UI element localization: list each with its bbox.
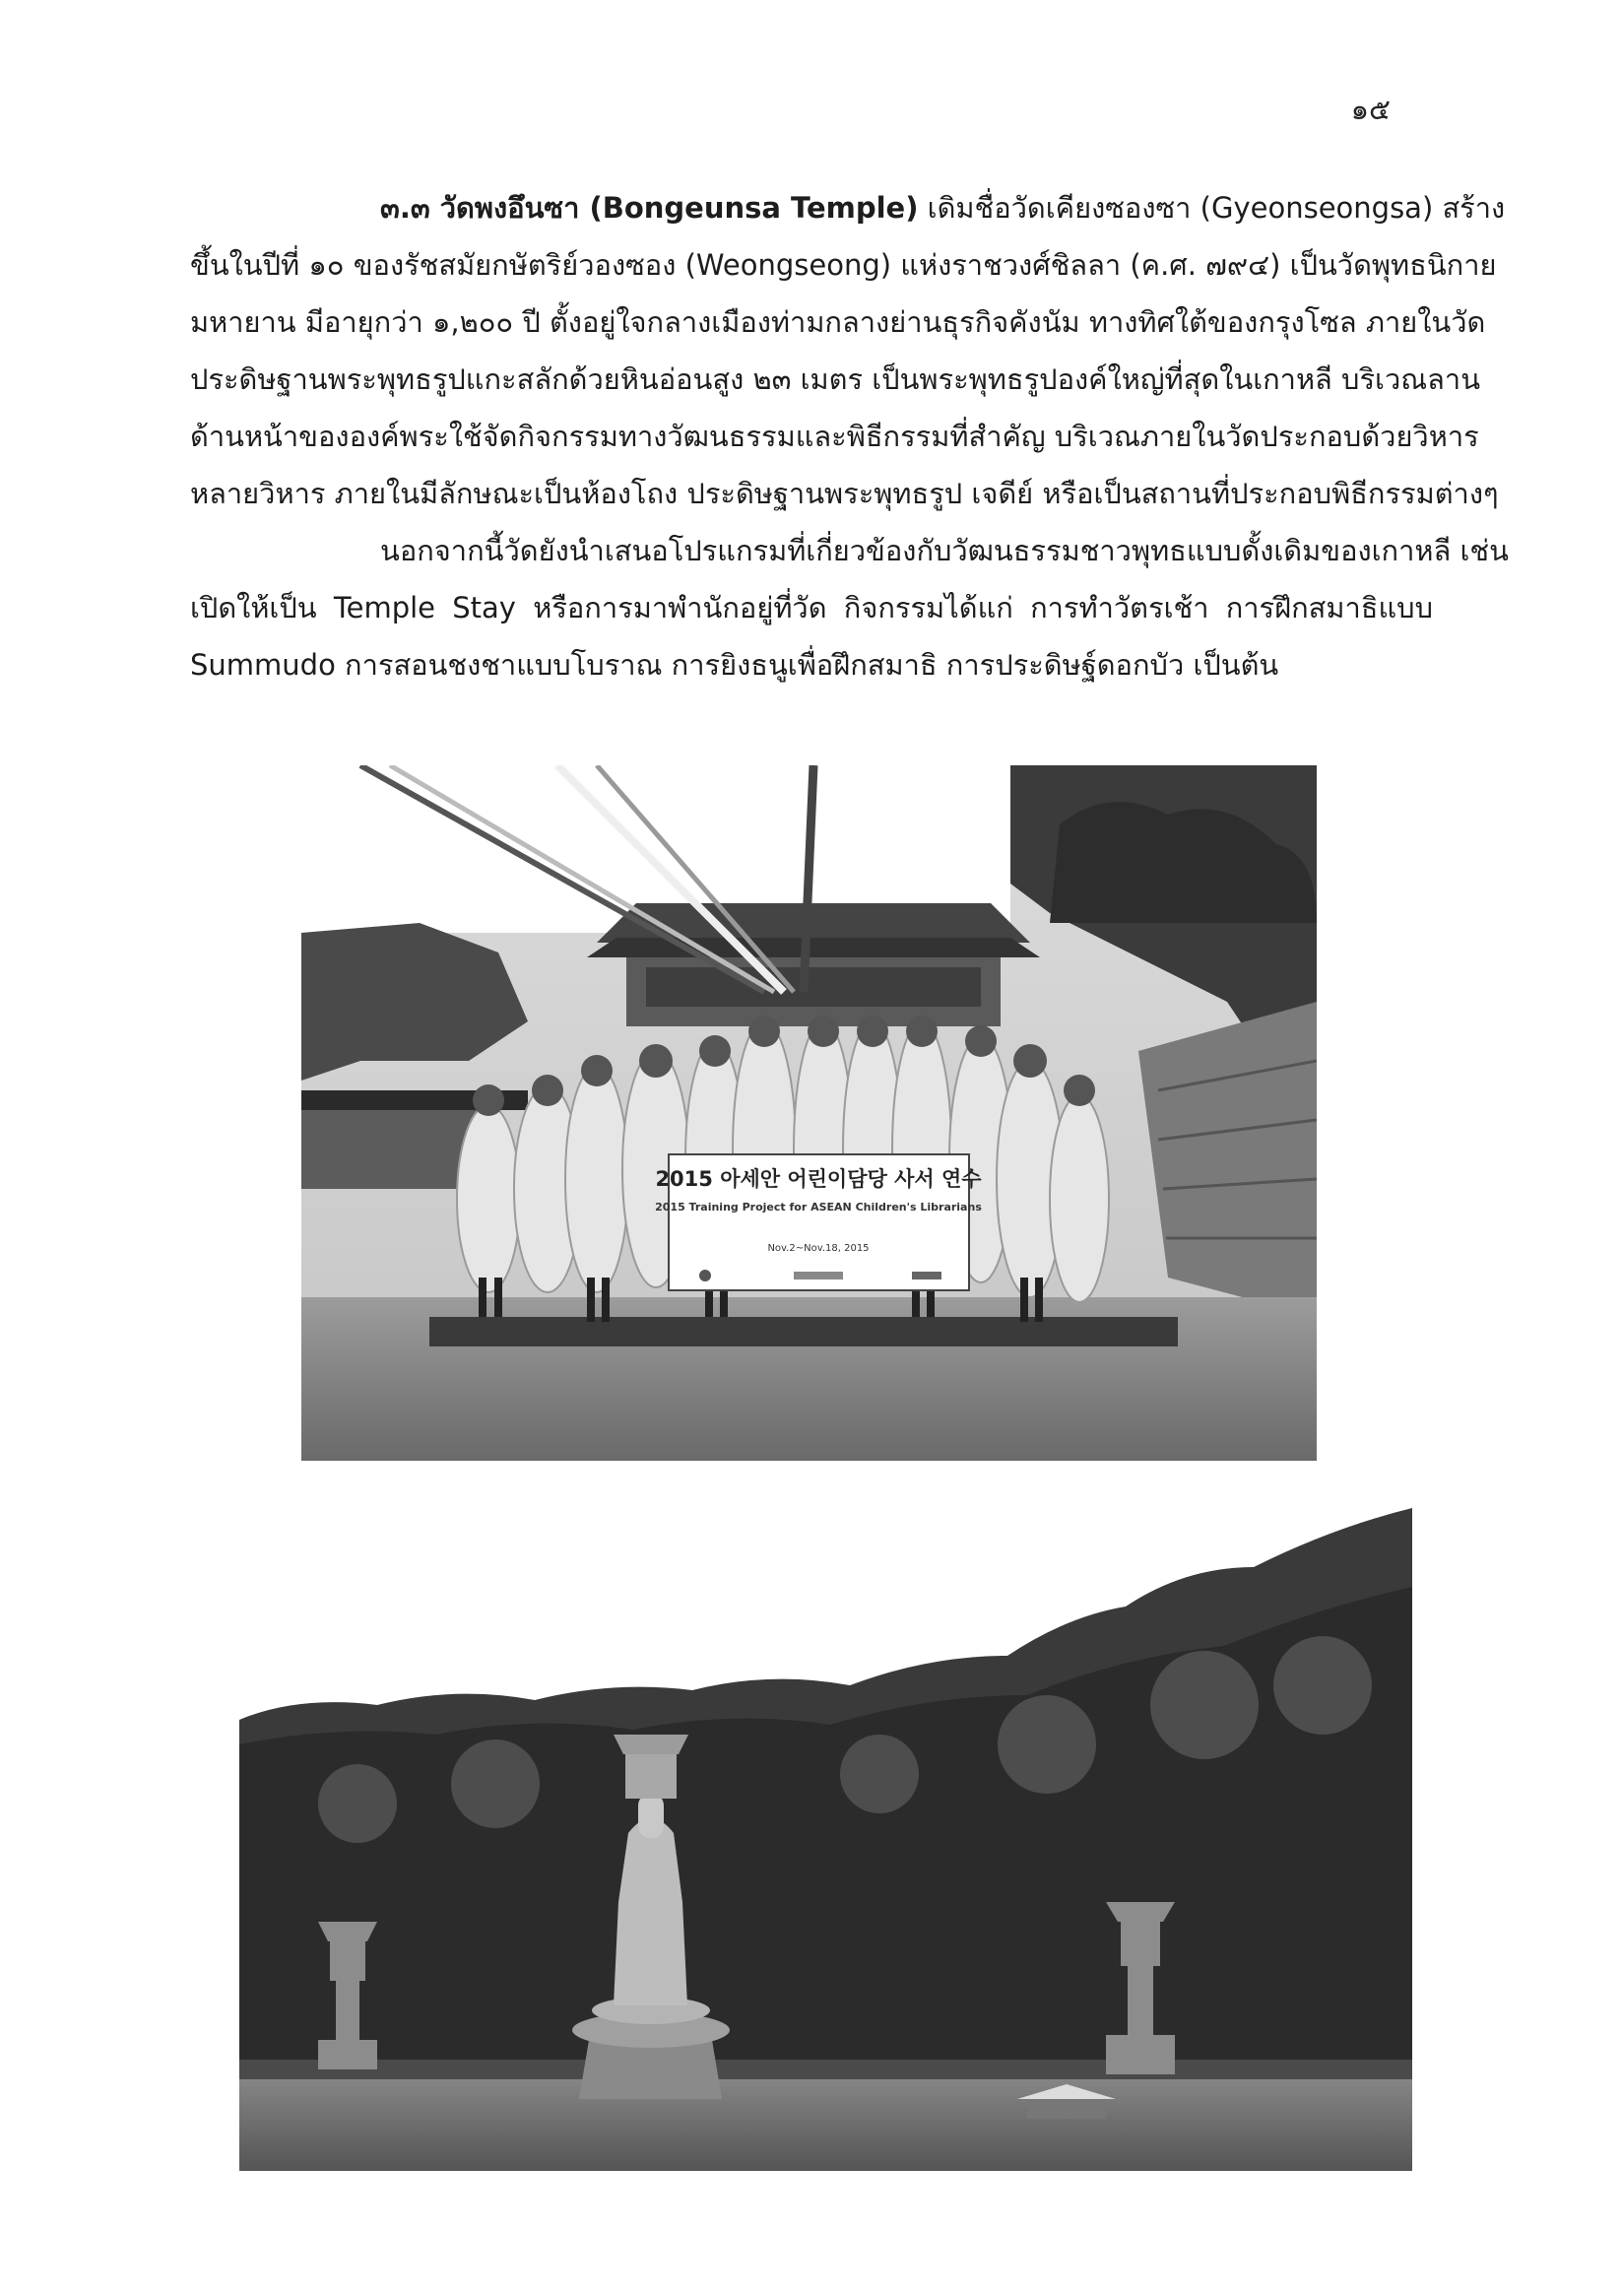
group-photo-image [301,765,1317,1461]
banner-subtitle: 2015 Training Project for ASEAN Children's Librarians [655,1201,982,1214]
banner-logo [794,1272,843,1279]
group-photo [301,765,1317,1461]
section-heading: ๓.๓ วัดพงอึนซา (Bongeunsa Temple) [380,191,919,225]
banner-logo [699,1270,711,1281]
paragraph-text: เดิมชื่อวัดเคียงซองซา (Gyeonseongsa) สร้าง [918,191,1506,225]
banner-logo [912,1272,941,1279]
paragraph-line: Summudo การสอนชงชาแบบโบราณ การยิงธนูเพื่อฝึกสมาธิ การประดิษฐ์ดอกบัว เป็นต้น [190,648,1279,682]
paragraph-line: หลายวิหาร ภายในมีลักษณะเป็นห้องโถง ประดิษฐานพระพุทธรูป เจดีย์ หรือเป็นสถานที่ประกอบพิธีกรรมต่างๆ [190,477,1499,510]
paragraph-line: ขึ้นในปีที่ ๑๐ ของรัชสมัยกษัตริย์วองซอง (Weongseong) แห่งราชวงศ์ชิลลา (ค.ศ. ๗๙๔) เป็นวัดพุทธนิกาย [190,248,1497,282]
banner-title: 2015 아세안 어린이담당 사서 연수 [655,1167,982,1191]
buddha-statue-photo [239,1508,1412,2171]
paragraph-line: มหายาน มีอายุกว่า ๑,๒๐๐ ปี ตั้งอยู่ใจกลางเมืองท่ามกลางย่านธุรกิจคังนัม ทางทิศใต้ของกรุงโซล ภายในวัด [190,305,1486,339]
paragraph-line: เปิดให้เป็น Temple Stay หรือการมาพำนักอยู่ที่วัด กิจกรรมได้แก่ การทำวัตรเช้า การฝึกสมาธิแบบ [190,591,1433,624]
buddha-statue-image [239,1508,1412,2171]
paragraph-line: ประดิษฐานพระพุทธรูปแกะสลักด้วยหินอ่อนสูง ๒๓ เมตร เป็นพระพุทธรูปองค์ใหญ่ที่สุดในเกาหลี บริเวณลาน [190,362,1481,396]
paragraph-line: นอกจากนี้วัดยังนำเสนอโปรแกรมที่เกี่ยวข้องกับวัฒนธรรมชาวพุทธแบบดั้งเดิมของเกาหลี เช่น [380,534,1509,567]
banner-dates: Nov.2~Nov.18, 2015 [767,1243,870,1254]
paragraph-line [190,179,1506,236]
paragraph-line: ด้านหน้าขององค์พระใช้จัดกิจกรรมทางวัฒนธรรมและพิธีกรรมที่สำคัญ บริเวณภายในวัดประกอบด้วยวิหาร [190,420,1479,453]
body-text [190,179,1509,693]
page-number: ๑๕ [1350,93,1391,126]
